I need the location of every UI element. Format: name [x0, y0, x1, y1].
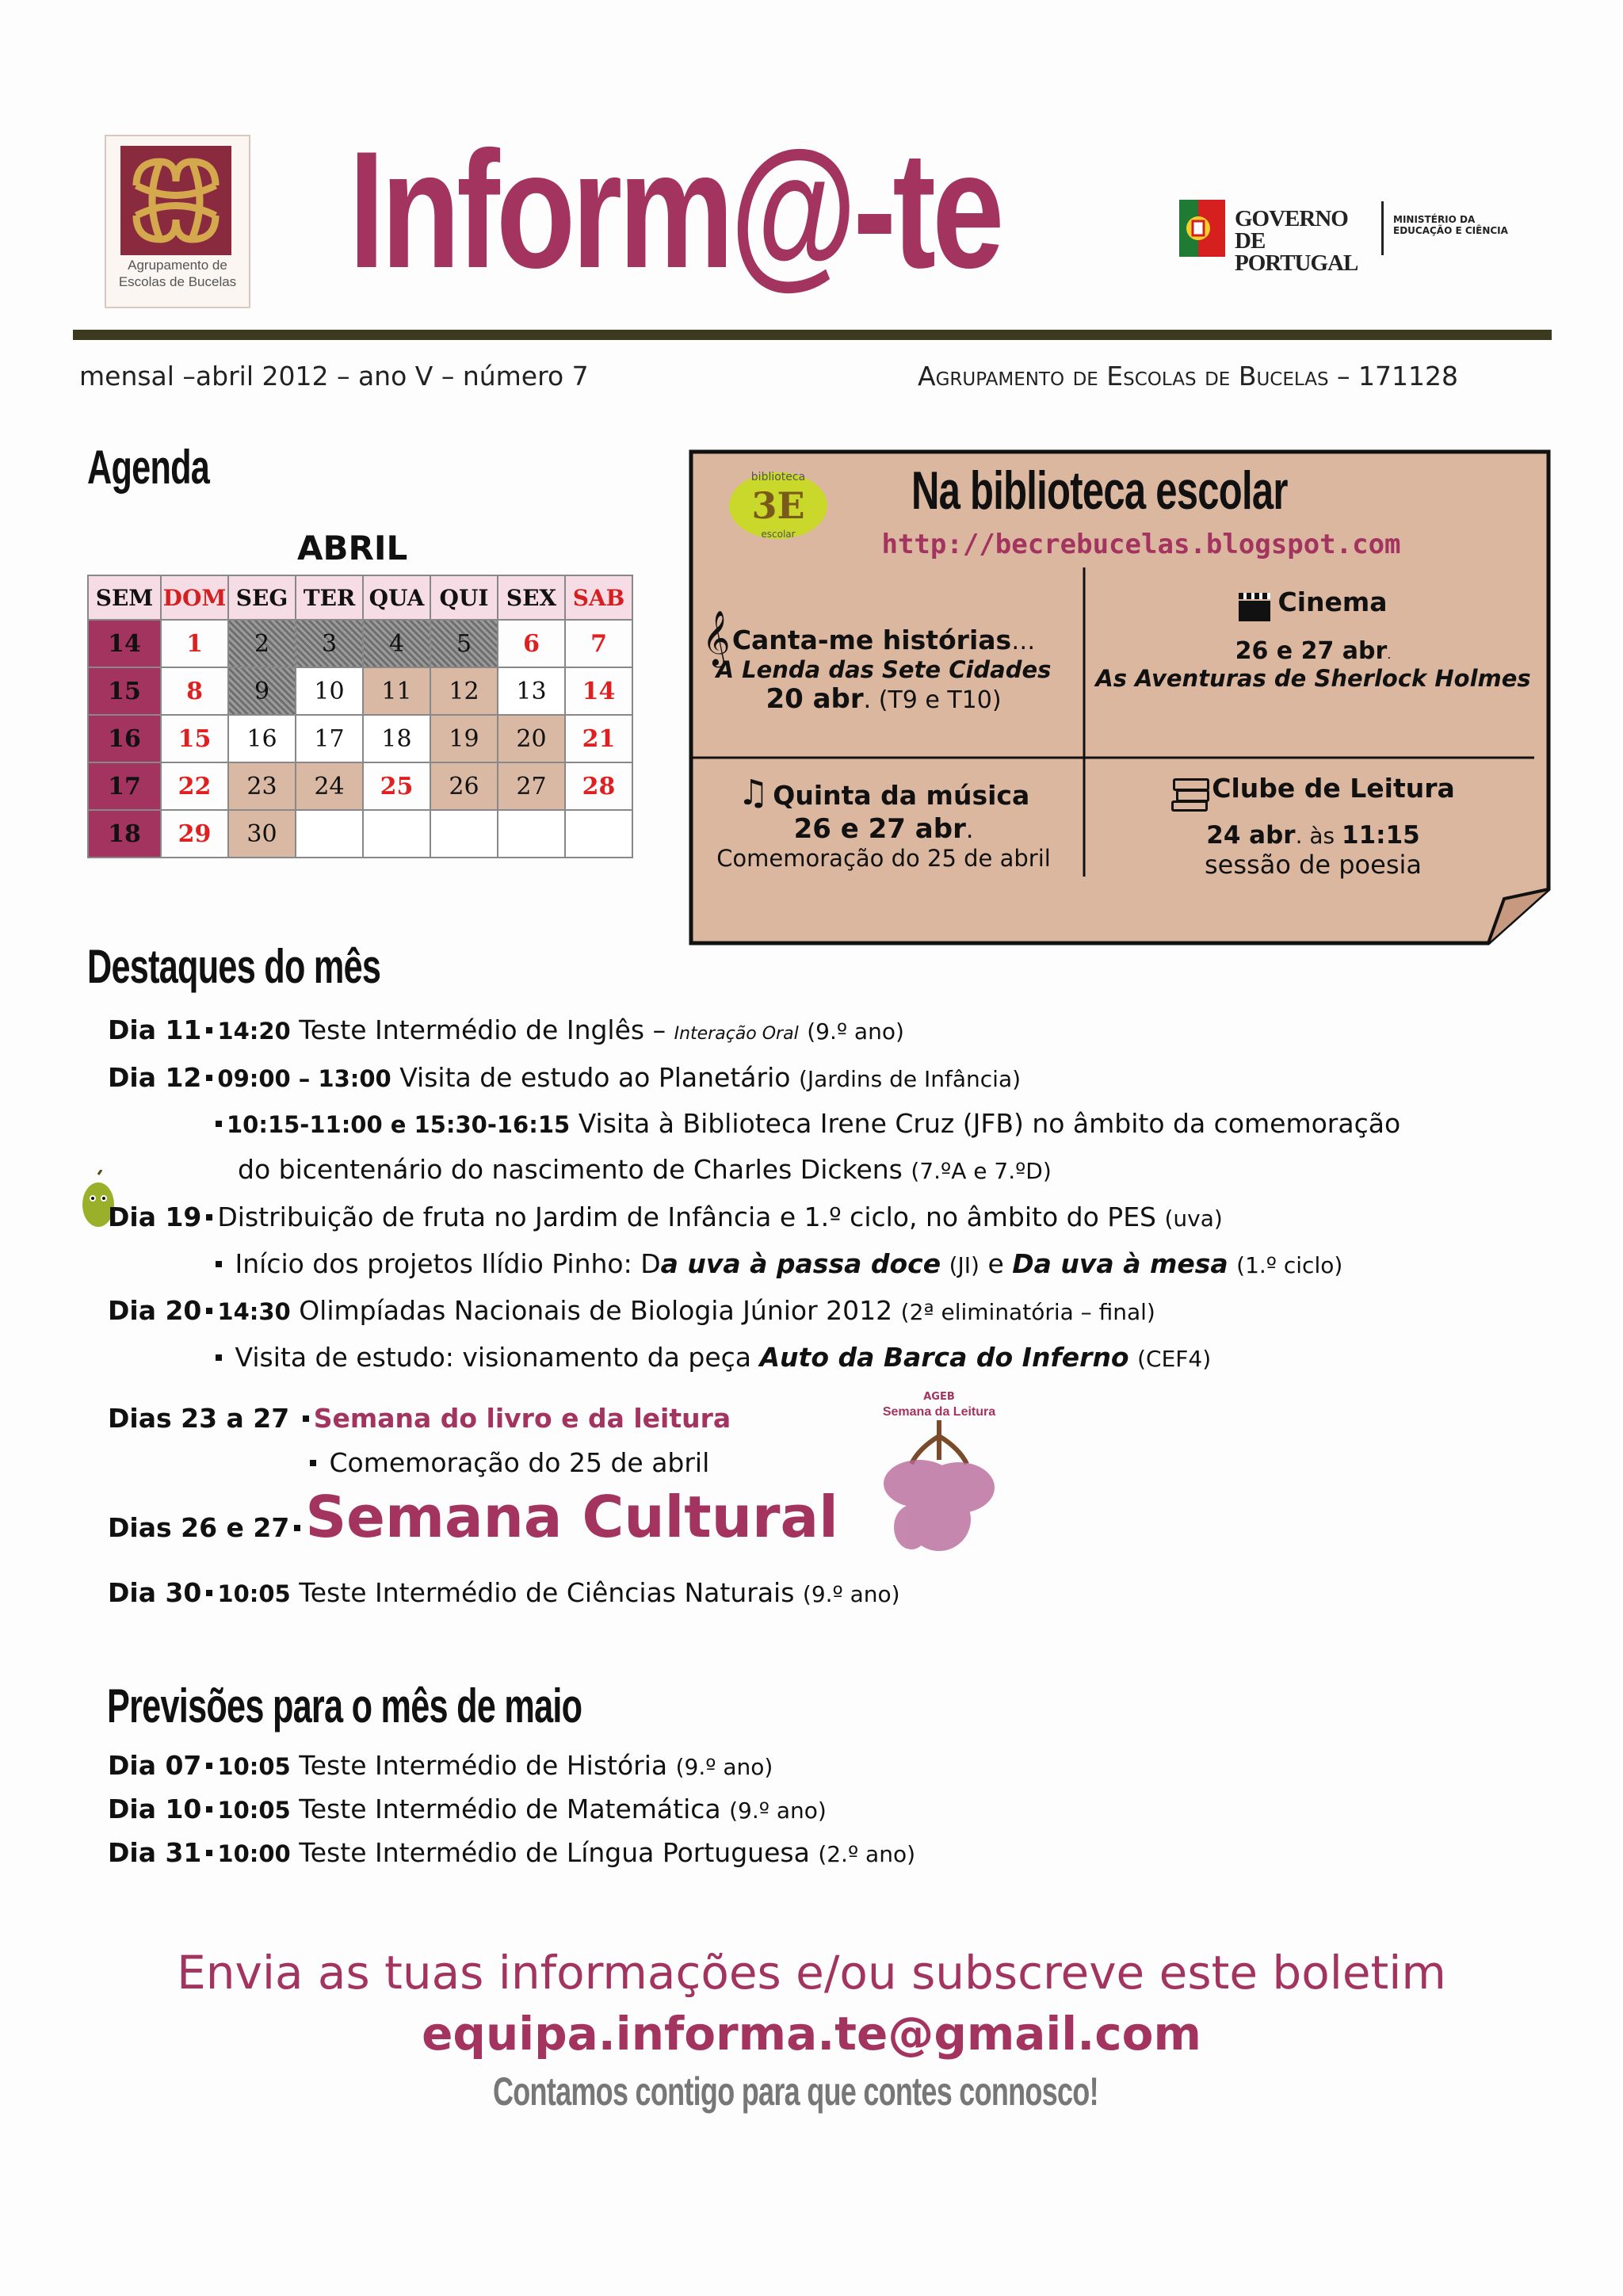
library-logo [723, 466, 834, 545]
calendar-day: 23 [228, 762, 296, 810]
issue-info: mensal –abril 2012 – ano V – número 7 [79, 361, 589, 392]
calendar-day: 13 [498, 667, 565, 715]
clube-detail: sessão de poesia [1205, 849, 1422, 880]
clube-time-prefix: . às [1295, 822, 1342, 849]
event-text: Visita de estudo: visionamento da peça [235, 1342, 752, 1373]
bullet-icon [303, 1415, 309, 1422]
quinta-title: Quinta da música [773, 780, 1030, 811]
event-time: 10:05 [217, 1753, 291, 1780]
event-row-dia-19-b [211, 1248, 1342, 1279]
bullet-icon [206, 1806, 212, 1813]
canta-subtitle: A Lenda das Sete Cidades [716, 656, 1052, 683]
event-time: 14:20 [217, 1018, 291, 1045]
calendar-day: 7 [565, 620, 632, 667]
calendar-day: 9 [228, 667, 296, 715]
school-logo [105, 135, 250, 308]
library-logo-icon [723, 466, 834, 545]
library-title: Na biblioteca escolar [911, 460, 1288, 521]
clube-title: Clube de Leitura [1212, 773, 1455, 804]
event-day: Dia 20 [108, 1295, 202, 1326]
calendar-day: 10 [296, 667, 363, 715]
bullet-icon [206, 1850, 212, 1856]
calendar-day: 16 [228, 715, 296, 762]
event-time: 10:05 [217, 1580, 291, 1607]
event-row-dia-20-b [211, 1342, 1211, 1373]
event-day: Dia 11 [108, 1014, 202, 1045]
calendar-header-cell: DOM [161, 575, 228, 620]
event-clube-de-leitura [1087, 773, 1539, 880]
event-row-dias-23-27 [108, 1403, 731, 1434]
calendar-day: 1 [161, 620, 228, 667]
header-rule [73, 330, 1552, 340]
calendar-header-row [88, 575, 632, 620]
event-row-dia-11 [108, 1014, 904, 1045]
event-text: Visita de estudo ao Planetário [399, 1062, 791, 1093]
calendar-day [430, 810, 498, 858]
music-note-icon: ♫ [737, 773, 769, 813]
event-text: Visita à Biblioteca Irene Cruz (JFB) no âmbito da comemoração [578, 1108, 1401, 1139]
bullet-icon [206, 1763, 212, 1769]
calendar-day [296, 810, 363, 858]
calendar-day: 18 [363, 715, 430, 762]
event-row-dia-12 [108, 1062, 1021, 1093]
event-text: Início dos projetos Ilídio Pinho: D [235, 1248, 661, 1279]
books-icon [1171, 777, 1208, 812]
calendar-week-number: 17 [88, 762, 161, 810]
quinta-date: 26 e 27 abr [793, 813, 966, 845]
newsletter-title: Inform@-te [349, 117, 1001, 303]
clapperboard-icon [1239, 593, 1274, 623]
calendar-week-row [88, 620, 632, 667]
calendar-week-number: 18 [88, 810, 161, 858]
calendar-day: 28 [565, 762, 632, 810]
event-bold: Da uva à mesa [1012, 1248, 1228, 1279]
event-tag: Interação Oral [674, 1024, 799, 1044]
calendar-day: 12 [430, 667, 498, 715]
calendar-day: 25 [363, 762, 430, 810]
previsoes-heading: Previsões para o mês de maio [107, 1679, 582, 1733]
bullet-icon [310, 1460, 316, 1466]
event-day: Dia 12 [108, 1062, 202, 1093]
semana-leitura-logo [864, 1389, 1014, 1571]
forecast-row [108, 1837, 915, 1868]
event-canta-me-historias [697, 610, 1070, 715]
svg-text:biblioteca: biblioteca [750, 471, 806, 483]
calendar-day: 5 [430, 620, 498, 667]
bullet-icon [206, 1027, 212, 1033]
clube-date: 24 abr [1206, 820, 1296, 850]
calendar-week-row [88, 762, 632, 810]
event-time: 14:30 [217, 1298, 291, 1325]
event-note: (9.º ano) [675, 1754, 773, 1780]
calendar-day: 17 [296, 715, 363, 762]
event-row-dia-12-b [211, 1108, 1400, 1139]
book-tree-icon [864, 1389, 1014, 1571]
event-row-dia-19 [108, 1201, 1223, 1232]
event-text: do bicentenário do nascimento de Charles Dickens [238, 1154, 903, 1185]
cinema-date: 26 e 27 abr [1235, 636, 1388, 665]
event-text: Olimpíadas Nacionais de Biologia Júnior 2012 [299, 1295, 893, 1326]
gov-separator [1381, 201, 1384, 255]
event-text: Teste Intermédio de Matemática [299, 1794, 721, 1824]
event-note: (2.º ano) [818, 1841, 916, 1867]
calendar-day: 2 [228, 620, 296, 667]
calendar-day: 22 [161, 762, 228, 810]
calendar-table [87, 575, 633, 858]
event-note: (Jardins de Infância) [798, 1066, 1022, 1092]
calendar-week-number: 16 [88, 715, 161, 762]
forecast-row [108, 1794, 827, 1824]
event-time: 10:05 [217, 1797, 291, 1824]
gov-name: GOVERNO DE PORTUGAL [1235, 206, 1358, 276]
calendar-header-cell: SEM [88, 575, 161, 620]
event-day: Dia 31 [108, 1837, 202, 1868]
calendar-day: 27 [498, 762, 565, 810]
event-bold: a uva à passa doce [660, 1248, 941, 1279]
quinta-detail: Comemoração do 25 de abril [716, 845, 1051, 872]
calendar-week-row [88, 667, 632, 715]
bullet-icon [206, 1214, 212, 1221]
event-text: Semana do livro e da leitura [313, 1403, 731, 1434]
event-row-dias-23-27-b [305, 1447, 709, 1478]
canta-title: Canta-me histórias [731, 625, 1012, 655]
destaques-heading: Destaques do mês [87, 940, 381, 993]
event-note: (9.º ano) [729, 1797, 827, 1824]
event-note: (CEF4) [1137, 1346, 1212, 1372]
canta-detail: . (T9 e T10) [863, 686, 1002, 714]
calendar-day: 19 [430, 715, 498, 762]
event-text: Teste Intermédio de Inglês – [299, 1014, 666, 1045]
calendar-day: 30 [228, 810, 296, 858]
footer-tagline: Contamos contigo para que contes connosco! [493, 2069, 1098, 2114]
calendar-header-cell: SEX [498, 575, 565, 620]
calendar-day: 8 [161, 667, 228, 715]
calendar-day: 4 [363, 620, 430, 667]
svg-text:escolar: escolar [761, 529, 796, 540]
calendar-day: 29 [161, 810, 228, 858]
calendar-day [565, 810, 632, 858]
calendar-header-cell: TER [296, 575, 363, 620]
event-bold: Auto da Barca do Inferno [759, 1342, 1129, 1373]
calendar-header-cell: QUI [430, 575, 498, 620]
svg-text:3E: 3E [751, 484, 805, 527]
bullet-icon [216, 1354, 222, 1361]
school-info: Agrupamento de Escolas de Bucelas – 171128 [918, 361, 1459, 392]
calendar-day [498, 810, 565, 858]
canta-ellipsis: … [1011, 628, 1036, 655]
calendar-day: 26 [430, 762, 498, 810]
event-text: Comemoração do 25 de abril [329, 1447, 710, 1478]
event-note: (JI) [949, 1252, 980, 1278]
calendar-week-number: 15 [88, 667, 161, 715]
event-note: (2ª eliminatória – final) [900, 1299, 1155, 1325]
agenda-heading: Agenda [87, 441, 210, 494]
library-url-link[interactable]: http://becrebucelas.blogspot.com [881, 529, 1401, 560]
event-time: 09:00 – 13:00 [217, 1065, 391, 1092]
calendar-week-row [88, 810, 632, 858]
event-day: Dias 23 a 27 [108, 1403, 290, 1434]
calendar-day [363, 810, 430, 858]
event-note: (7.ºA e 7.ºD) [911, 1158, 1052, 1184]
bullet-icon [294, 1525, 300, 1531]
calendar-day: 21 [565, 715, 632, 762]
calendar-day: 24 [296, 762, 363, 810]
event-day: Dia 07 [108, 1750, 202, 1781]
cinema-title: Cinema [1277, 586, 1388, 617]
event-note: (uva) [1164, 1205, 1223, 1232]
calendar-week-row [88, 715, 632, 762]
clube-time: 11:15 [1342, 820, 1420, 850]
event-text: Teste Intermédio de História [299, 1750, 668, 1781]
cinema-dot: . [1387, 646, 1392, 662]
event-day: Dia 30 [108, 1577, 202, 1608]
school-logo-caption: Agrupamento de Escolas de Bucelas [118, 258, 237, 289]
calendar-day: 3 [296, 620, 363, 667]
calendar-header-cell: SEG [228, 575, 296, 620]
semana-cultural-title: Semana Cultural [305, 1484, 838, 1550]
event-note: (9.º ano) [807, 1018, 904, 1045]
event-day: Dias 26 e 27 [108, 1512, 290, 1543]
footer-email-link[interactable]: equipa.informa.te@gmail.com [422, 2007, 1201, 2061]
svg-text:AGEB: AGEB [923, 1391, 955, 1403]
calendar-day: 11 [363, 667, 430, 715]
calendar-week-number: 14 [88, 620, 161, 667]
event-day: Dia 19 [108, 1201, 202, 1232]
celtic-knot-icon [120, 146, 231, 255]
gov-ministry: MINISTÉRIO DA EDUCAÇÃO E CIÊNCIA [1393, 214, 1508, 236]
bullet-icon [206, 1075, 212, 1081]
event-row-dia-12-c [238, 1154, 1052, 1185]
event-text: Distribuição de fruta no Jardim de Infância e 1.º ciclo, no âmbito do PES [217, 1201, 1156, 1232]
bullet-icon [206, 1308, 212, 1314]
calendar-header-cell: SAB [565, 575, 632, 620]
bullet-icon [216, 1121, 222, 1127]
portugal-flag-icon [1179, 200, 1225, 257]
treble-clef-icon: 𝄞 [702, 610, 731, 666]
footer-call-to-action: Envia as tuas informações e/ou subscreve este boletim [177, 1946, 1446, 2000]
event-time: 10:00 [217, 1840, 291, 1867]
canta-date: 20 abr [766, 683, 864, 715]
cinema-subtitle: As Aventuras de Sherlock Holmes [1095, 664, 1531, 692]
event-time: 10:15-11:00 e 15:30-16:15 [227, 1111, 571, 1138]
svg-text:Semana da Leitura: Semana da Leitura [882, 1405, 996, 1419]
event-note: (9.º ano) [802, 1581, 900, 1607]
event-cinema [1087, 586, 1539, 692]
calendar-day: 15 [161, 715, 228, 762]
calendar-month: ABRIL [297, 529, 408, 567]
calendar-day: 20 [498, 715, 565, 762]
bullet-icon [216, 1261, 222, 1267]
calendar-header-cell: QUA [363, 575, 430, 620]
event-text: e [987, 1248, 1004, 1279]
bullet-icon [206, 1590, 212, 1596]
event-day: Dia 10 [108, 1794, 202, 1824]
event-row-dia-30 [108, 1577, 900, 1608]
event-text: Teste Intermédio de Língua Portuguesa [299, 1837, 810, 1868]
event-note: (1.º ciclo) [1236, 1252, 1343, 1278]
calendar-day: 6 [498, 620, 565, 667]
event-row-dias-26-27 [108, 1484, 838, 1550]
government-logo [1179, 197, 1536, 276]
quinta-dot: . [965, 816, 974, 844]
event-row-dia-20 [108, 1295, 1155, 1326]
event-text: Teste Intermédio de Ciências Naturais [299, 1577, 795, 1608]
calendar-day: 14 [565, 667, 632, 715]
event-quinta-da-musica [697, 773, 1070, 872]
forecast-row [108, 1750, 773, 1781]
